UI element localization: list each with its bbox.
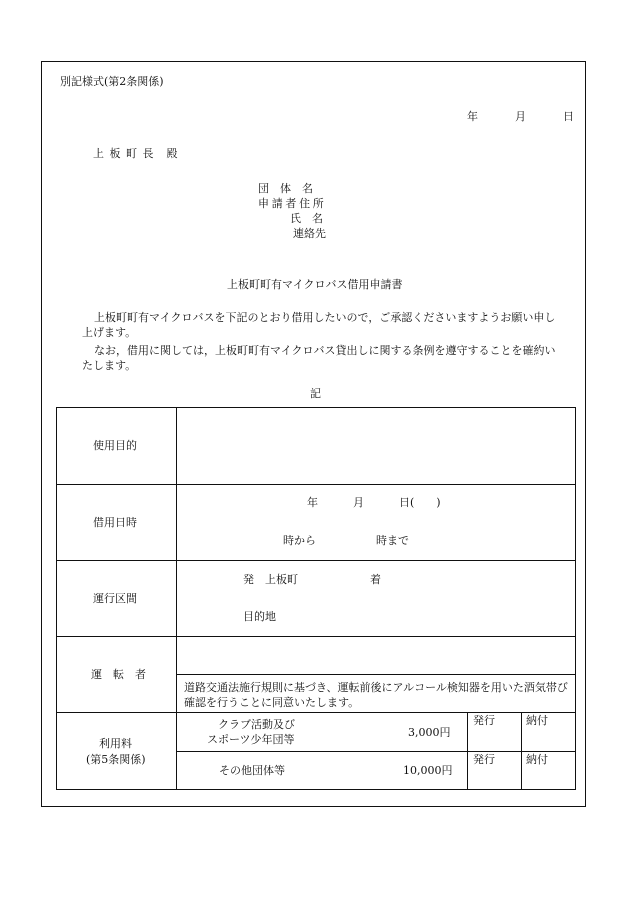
table-row-line bbox=[56, 560, 576, 561]
table-row-line bbox=[56, 712, 576, 713]
fee-paid-other: 納付 bbox=[526, 753, 548, 766]
ki-heading: 記 bbox=[310, 387, 321, 400]
table-row-line bbox=[56, 636, 576, 637]
datetime-from: 時から bbox=[283, 534, 316, 547]
date-month: 月 bbox=[515, 110, 526, 123]
route-departure: 発 上板町 bbox=[243, 573, 298, 586]
fee-issued-other: 発行 bbox=[473, 753, 495, 766]
datetime-year: 年 bbox=[307, 496, 318, 509]
datetime-month: 月 bbox=[353, 496, 364, 509]
applicant-group-label: 団 体 名 bbox=[258, 182, 313, 195]
date-day: 日 bbox=[563, 110, 574, 123]
datetime-day-weekday: 日( ) bbox=[399, 496, 441, 509]
fee-category-club-line2: スポーツ少年団等 bbox=[207, 733, 295, 746]
driver-label: 運 転 者 bbox=[91, 668, 146, 681]
route-destination: 目的地 bbox=[243, 610, 276, 623]
fee-amount-other: 10,000円 bbox=[403, 764, 453, 777]
applicant-contact-label: 連絡先 bbox=[293, 227, 326, 240]
addressee: 上 板 町 長 殿 bbox=[93, 147, 179, 160]
document-title: 上板町町有マイクロバス借用申請書 bbox=[227, 278, 403, 291]
datetime-to: 時まで bbox=[376, 534, 409, 547]
body-paragraph-2: なお，借用に関しては，上板町町有マイクロバス貸出しに関する条例を遵守することを確約いたします。 bbox=[82, 344, 556, 372]
table-divider-vertical bbox=[176, 407, 177, 790]
fee-reference: (第5条関係) bbox=[86, 753, 146, 766]
fee-issued-club: 発行 bbox=[473, 714, 495, 727]
driver-consent-text: 道路交通法施行規則に基づき、運転前後にアルコール検知器を用いた酒気帯び確認を行うことに同意いたします。 bbox=[184, 681, 568, 709]
fee-paid-club: 納付 bbox=[526, 714, 548, 727]
driver-sub-line bbox=[176, 674, 576, 675]
fee-category-other: その他団体等 bbox=[219, 764, 285, 777]
body-paragraph-1: 上板町町有マイクロバスを下記のとおり借用したいので，ご承認くださいますようお願い申し上げます。 bbox=[82, 311, 556, 339]
route-label: 運行区間 bbox=[93, 592, 137, 605]
form-reference: 別記様式(第2条関係) bbox=[60, 75, 164, 88]
date-year: 年 bbox=[467, 110, 478, 123]
route-arrival: 着 bbox=[370, 573, 381, 586]
applicant-address-label: 申 請 者 住 所 bbox=[258, 197, 324, 210]
purpose-label: 使用目的 bbox=[93, 439, 137, 452]
fee-issued-divider bbox=[467, 712, 468, 790]
fee-paid-divider bbox=[521, 712, 522, 790]
table-row-line bbox=[56, 484, 576, 485]
fee-amount-club: 3,000円 bbox=[408, 726, 451, 739]
applicant-name-label: 氏 名 bbox=[290, 212, 323, 225]
fee-category-club-line1: クラブ活動及び bbox=[218, 718, 295, 731]
fee-label: 利用料 bbox=[99, 737, 132, 750]
datetime-label: 借用日時 bbox=[93, 516, 137, 529]
fee-sub-line bbox=[176, 751, 576, 752]
